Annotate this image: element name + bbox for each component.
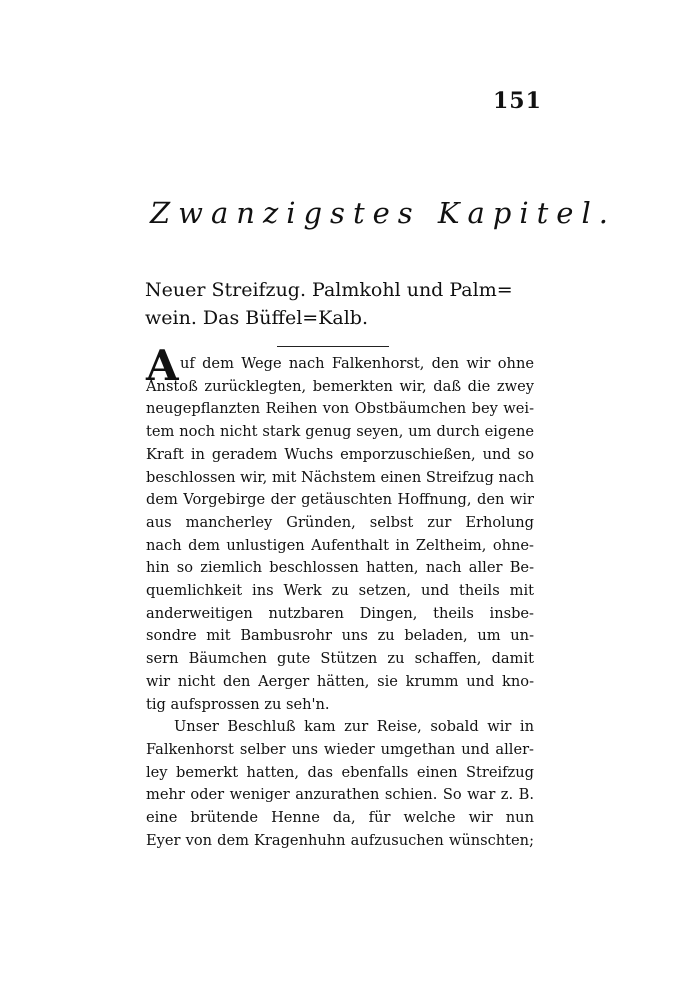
text-line: quemlichkeit ins Werk zu setzen, und theils mit xyxy=(146,582,534,600)
chapter-title: Zwanzigstes Kapitel. xyxy=(150,196,616,230)
text-line: hin so ziemlich beschlossen hatten, nach aller Be- xyxy=(146,559,534,577)
text-line: nach dem unlustigen Aufenthalt in Zeltheim, ohne- xyxy=(146,536,534,554)
summary-line-1: Neuer Streifzug. Palmkohl und Palm= xyxy=(145,279,513,301)
section-divider xyxy=(277,346,389,347)
text-line: aus mancherley Gründen, selbst zur Erholung xyxy=(146,513,534,531)
text-line: sern Bäumchen gute Stützen zu schaffen, damit xyxy=(146,650,534,668)
drop-cap: A xyxy=(146,341,179,390)
text-line: tem noch nicht stark genug seyen, um durch eigene xyxy=(146,423,534,441)
chapter-summary xyxy=(145,276,537,332)
text-line: ley bemerkt hatten, das ebenfalls einen Streifzug xyxy=(146,763,534,781)
text-line: sondre mit Bambusrohr uns zu beladen, um un- xyxy=(146,627,534,645)
text-line: Falkenhorst selber uns wieder umgethan und aller- xyxy=(146,740,534,758)
text-line: eine brütende Henne da, für welche wir nun xyxy=(146,809,534,827)
body-text xyxy=(146,353,534,852)
text-line: Anstoß zurücklegten, bemerkten wir, daß die zwey xyxy=(146,377,534,395)
text-line: wir nicht den Aerger hätten, sie krumm und kno- xyxy=(146,672,534,690)
text-line: Kraft in geradem Wuchs emporzuschießen, und so xyxy=(146,445,534,463)
text-line: mehr oder weniger anzurathen schien. So war z. B. xyxy=(146,786,534,804)
text-line: tig aufsprossen zu seh'n. xyxy=(146,695,330,713)
text-line: dem Vorgebirge der getäuschten Hoffnung, den wir xyxy=(146,491,534,509)
text-line: beschlossen wir, mit Nächstem einen Streifzug nach xyxy=(146,468,535,486)
text-line: neugepflanzten Reihen von Obstbäumchen bey wei- xyxy=(146,400,534,418)
text-line: anderweitigen nutzbaren Dingen, theils insbe- xyxy=(146,604,534,622)
text-line: uf dem Wege nach Falkenhorst, den wir ohne xyxy=(180,355,534,372)
text-line: Eyer von dem Kragenhuhn aufzusuchen wünschten; xyxy=(146,831,534,849)
summary-line-2: wein. Das Büffel=Kalb. xyxy=(145,307,368,329)
text-line: Unser Beschluß kam zur Reise, sobald wir in xyxy=(174,718,534,736)
page-number: 151 xyxy=(493,88,542,114)
